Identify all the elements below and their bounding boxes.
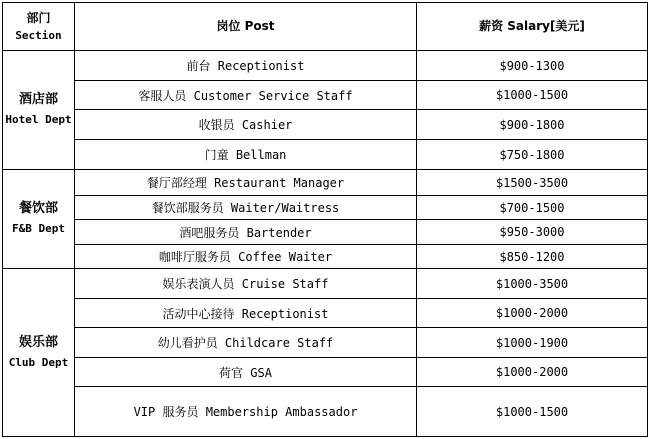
- post-cell: 幼儿看护员 Childcare Staff: [75, 328, 417, 358]
- section-header: [3, 3, 75, 51]
- dept-cell-fnb: [3, 170, 75, 269]
- post-cell: 收银员 Cashier: [75, 110, 417, 140]
- salary-cell: $1000-1900: [417, 328, 648, 358]
- post-cell: 荷官 GSA: [75, 358, 417, 387]
- salary-cell: $1000-1500: [417, 387, 648, 437]
- table-row: [3, 245, 648, 269]
- section-header-en: Section: [15, 28, 62, 42]
- post-cell: 餐厅部经理 Restaurant Manager: [75, 170, 417, 196]
- section-header-cn: 部门: [26, 10, 51, 25]
- table-row: [3, 220, 648, 245]
- salary-cell: $1000-3500: [417, 269, 648, 299]
- table-row: [3, 140, 648, 170]
- salary-cell: $700-1500: [417, 196, 648, 220]
- salary-cell: $900-1300: [417, 51, 648, 81]
- dept-name-cn: 餐饮部: [18, 201, 58, 216]
- post-cell: 前台 Receptionist: [75, 51, 417, 81]
- salary-cell: $950-3000: [417, 220, 648, 245]
- salary-cell: $750-1800: [417, 140, 648, 170]
- dept-name-cn: 娱乐部: [18, 334, 58, 350]
- table-row: [3, 51, 648, 81]
- salary-table: [2, 2, 648, 437]
- dept-cell-hotel: [3, 51, 75, 170]
- salary-header: 薪资 Salary[美元]: [417, 3, 648, 51]
- salary-cell: $850-1200: [417, 245, 648, 269]
- post-cell: 活动中心接待 Receptionist: [75, 299, 417, 328]
- table-row: [3, 196, 648, 220]
- salary-cell: $1000-2000: [417, 299, 648, 328]
- dept-cell-club: [3, 269, 75, 437]
- post-cell: 客服人员 Customer Service Staff: [75, 81, 417, 110]
- post-cell: 餐饮部服务员 Waiter/Waitress: [75, 196, 417, 220]
- table-row: [3, 110, 648, 140]
- header-row: [3, 3, 648, 51]
- salary-cell: $1000-2000: [417, 358, 648, 387]
- post-header: 岗位 Post: [75, 3, 417, 51]
- post-cell: 酒吧服务员 Bartender: [75, 220, 417, 245]
- table-row: [3, 81, 648, 110]
- post-cell: 娱乐表演人员 Cruise Staff: [75, 269, 417, 299]
- table-row: [3, 358, 648, 387]
- dept-name-en: Club Dept: [8, 355, 69, 369]
- salary-cell: $1500-3500: [417, 170, 648, 196]
- post-cell: 门童 Bellman: [75, 140, 417, 170]
- table-row: [3, 170, 648, 196]
- table-row: [3, 387, 648, 437]
- table-row: [3, 328, 648, 358]
- table-row: [3, 269, 648, 299]
- post-cell: VIP 服务员 Membership Ambassador: [75, 387, 417, 437]
- salary-cell: $900-1800: [417, 110, 648, 140]
- dept-name-en: Hotel Dept: [5, 113, 72, 126]
- post-cell: 咖啡厅服务员 Coffee Waiter: [75, 245, 417, 269]
- table-row: [3, 299, 648, 328]
- dept-name-en: F&B Dept: [12, 222, 65, 235]
- salary-cell: $1000-1500: [417, 81, 648, 110]
- dept-name-cn: 酒店部: [18, 92, 58, 107]
